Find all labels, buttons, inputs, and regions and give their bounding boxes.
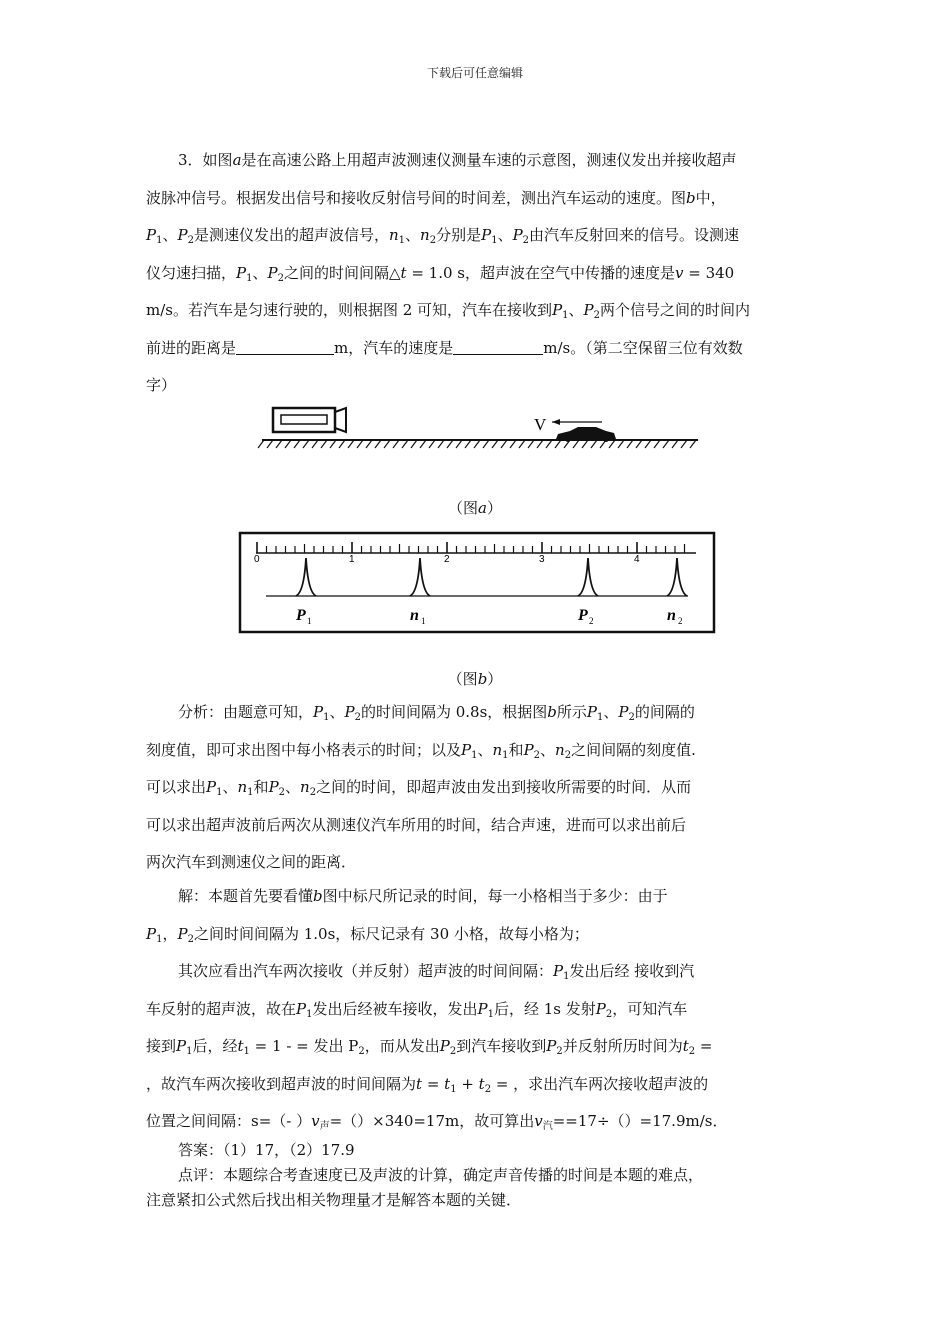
var: P bbox=[344, 703, 355, 721]
sub: 2 bbox=[628, 712, 635, 723]
text: 之间间隔的刻度值. bbox=[571, 740, 696, 759]
sub: 汽 bbox=[542, 1121, 553, 1132]
text: 、 bbox=[603, 703, 619, 721]
var: P bbox=[176, 1037, 187, 1055]
text: 如图 bbox=[202, 151, 233, 169]
sub: 2 bbox=[688, 1046, 696, 1057]
var: P bbox=[177, 924, 188, 943]
text: 由汽车反射回来的信号。设测速 bbox=[529, 226, 740, 244]
var: P bbox=[512, 226, 523, 244]
var: P bbox=[313, 703, 324, 721]
speed-gun-icon bbox=[273, 408, 346, 432]
hatch-mark bbox=[618, 440, 624, 448]
hatch-mark bbox=[609, 440, 615, 448]
hatch-mark bbox=[681, 440, 687, 448]
text: = 340 bbox=[683, 263, 735, 282]
sub: 2 bbox=[358, 1046, 365, 1057]
var: t bbox=[237, 1037, 244, 1055]
text: 并反射所历时间为 bbox=[562, 1037, 683, 1055]
sub: 2 bbox=[522, 235, 530, 246]
hatch-mark bbox=[447, 440, 453, 448]
text: （图 bbox=[447, 670, 478, 688]
text: 字） bbox=[146, 376, 177, 394]
text: 、 bbox=[568, 301, 584, 319]
var: n bbox=[388, 226, 399, 244]
sub: 2 bbox=[277, 272, 284, 284]
text: =（）×340=17m，故可算出 bbox=[329, 1112, 535, 1130]
ruler-tick-label: 1 bbox=[349, 554, 355, 565]
var: P bbox=[553, 962, 564, 980]
sub: 1 bbox=[216, 787, 223, 798]
caption-figure-b bbox=[0, 668, 950, 689]
var: t bbox=[682, 1037, 689, 1055]
text: 的间隔的 bbox=[634, 703, 695, 721]
sub: 1 bbox=[502, 749, 509, 761]
text: 可以求出超声波前后两次从测速仪汽车所用的时间，结合声速，进而可以求出前后 bbox=[146, 815, 687, 834]
text: 可以求出 bbox=[146, 778, 207, 796]
ruler-tick-label: 2 bbox=[444, 554, 450, 565]
sub: 1 bbox=[306, 1008, 313, 1020]
var: n bbox=[420, 226, 430, 244]
fig-ref: a bbox=[232, 151, 242, 169]
text: 的时间间隔为 0.8s，根据图 bbox=[360, 703, 548, 721]
text: 后，经 1s 发射 bbox=[493, 999, 596, 1018]
sub: 2 bbox=[278, 787, 286, 798]
ruler-tick-label: 3 bbox=[539, 554, 545, 565]
hatch-mark bbox=[555, 440, 561, 448]
text: b bbox=[477, 670, 488, 688]
signal-pulses bbox=[295, 558, 687, 626]
text: 波脉冲信号。根据发出信号和接收反射信号间的时间差，测出汽车运动的速度。图 bbox=[146, 188, 687, 207]
text: （图 bbox=[448, 499, 479, 517]
hatch-mark bbox=[384, 440, 390, 448]
text: ==17÷（）=17.9m/s． bbox=[552, 1112, 728, 1130]
var: n bbox=[555, 740, 565, 759]
text: + bbox=[456, 1074, 479, 1093]
var: P bbox=[552, 301, 563, 319]
sub: 1 bbox=[471, 749, 478, 761]
text: 位置之间间隔：s=（- ） bbox=[146, 1112, 312, 1130]
signal-pulse bbox=[667, 558, 687, 596]
sub: 1 bbox=[450, 1083, 457, 1095]
var: P bbox=[523, 740, 534, 759]
hatch-mark bbox=[303, 440, 309, 448]
text: 刻度值，即可求出图中每小格表示的时间；以及 bbox=[146, 740, 462, 759]
text: 所示 bbox=[556, 703, 587, 721]
hatch-mark bbox=[321, 440, 327, 448]
hatch-mark bbox=[474, 440, 480, 448]
hatch-mark bbox=[510, 440, 516, 448]
text: 仪匀速扫描， bbox=[146, 263, 237, 282]
text: 、 bbox=[162, 226, 178, 244]
hatch-mark bbox=[348, 440, 354, 448]
text: 发出后经被车接收，发出 bbox=[312, 999, 478, 1018]
hatch-mark bbox=[402, 440, 408, 448]
sub: 2 bbox=[484, 1083, 492, 1095]
caption-figure-a bbox=[0, 497, 950, 518]
var: v bbox=[534, 1112, 543, 1130]
var: P bbox=[477, 999, 488, 1018]
sub: 2 bbox=[449, 1046, 457, 1057]
text: 、 bbox=[497, 226, 513, 244]
var: P bbox=[461, 740, 472, 759]
hatch-mark bbox=[573, 440, 579, 448]
hatch-mark bbox=[627, 440, 633, 448]
var: v bbox=[311, 1112, 320, 1130]
hatch-mark bbox=[366, 440, 372, 448]
sub: 2 bbox=[354, 712, 361, 723]
text: 发出后经 接收到汽 bbox=[569, 962, 695, 980]
var: P bbox=[267, 263, 278, 282]
problem-number: 3． bbox=[178, 151, 203, 169]
text: ） bbox=[486, 499, 502, 517]
sub: 1 bbox=[247, 787, 254, 798]
text: = 1.0 s，超声波在空气中传播的速度是 bbox=[406, 263, 675, 282]
var: P bbox=[586, 703, 598, 721]
hatch-mark bbox=[492, 440, 498, 448]
hatch-mark bbox=[690, 440, 696, 448]
pulse-label-sub: 2 bbox=[589, 616, 594, 626]
sub: 1 bbox=[562, 310, 569, 321]
answer-blank-2[interactable] bbox=[453, 338, 543, 355]
text: 到汽车接收到 bbox=[456, 1037, 547, 1055]
var: n bbox=[300, 778, 310, 796]
ruler-tick-label: 4 bbox=[634, 554, 640, 565]
sub: 1 bbox=[186, 1046, 193, 1057]
hatch-mark bbox=[528, 440, 534, 448]
text: 、 bbox=[540, 740, 556, 759]
text: 其次应看出汽车两次接收（并反射）超声波的时间间隔： bbox=[178, 962, 554, 980]
text: 两个信号之间的时间内 bbox=[600, 301, 751, 319]
text: 和 bbox=[508, 740, 524, 759]
text: 分析：由题意可知， bbox=[178, 703, 314, 721]
text: m，汽车的速度是 bbox=[334, 338, 454, 357]
road-hatching bbox=[258, 440, 696, 448]
hatch-mark bbox=[276, 440, 282, 448]
text: 车反射的超声波，故在 bbox=[146, 999, 297, 1018]
hatch-mark bbox=[663, 440, 669, 448]
text: 、 bbox=[329, 703, 345, 721]
text: ） bbox=[487, 670, 503, 688]
hatch-mark bbox=[537, 440, 543, 448]
text: 、 bbox=[477, 740, 493, 759]
text: 是测速仪发出的超声波信号， bbox=[193, 226, 389, 244]
var: t bbox=[444, 1074, 451, 1093]
text: m/s。若汽车是匀速行驶的，则根据图 2 可知，汽车在接收到 bbox=[146, 301, 553, 319]
text: = 1 - = 发出 P bbox=[249, 1037, 359, 1055]
text: 、 bbox=[222, 778, 238, 796]
var: P bbox=[583, 301, 594, 319]
pulse-label: n bbox=[667, 607, 676, 624]
text: ，而从发出 bbox=[364, 1037, 440, 1055]
sub: 声 bbox=[319, 1121, 330, 1132]
solution-section bbox=[146, 878, 806, 1141]
pulse-label-sub: 1 bbox=[421, 616, 426, 626]
var: n bbox=[237, 778, 248, 796]
text: 之间的时间间隔△ bbox=[283, 263, 401, 282]
hatch-mark bbox=[519, 440, 525, 448]
hatch-mark bbox=[483, 440, 489, 448]
hatch-mark bbox=[672, 440, 678, 448]
var: P bbox=[268, 778, 279, 796]
hatch-mark bbox=[294, 440, 300, 448]
text: m/s。（第二空保留三位有效数 bbox=[543, 338, 743, 357]
ruler-tick-label: 0 bbox=[254, 554, 260, 565]
signal-pulse bbox=[410, 558, 430, 596]
answer-blank-1[interactable] bbox=[236, 338, 334, 355]
hatch-mark bbox=[312, 440, 318, 448]
hatch-mark bbox=[357, 440, 363, 448]
answer-review-section bbox=[146, 1138, 806, 1213]
var: P bbox=[439, 1037, 450, 1055]
hatch-mark bbox=[546, 440, 552, 448]
signal-pulse bbox=[578, 558, 598, 596]
var: P bbox=[595, 999, 606, 1018]
hatch-mark bbox=[456, 440, 462, 448]
var: P bbox=[206, 778, 217, 796]
hatch-mark bbox=[429, 440, 435, 448]
hatch-mark bbox=[420, 440, 426, 448]
text: 、 bbox=[285, 778, 301, 796]
text: = bbox=[422, 1074, 445, 1093]
text: 后，经 bbox=[192, 1037, 238, 1055]
hatch-mark bbox=[636, 440, 642, 448]
hatch-mark bbox=[582, 440, 588, 448]
sub: 2 bbox=[429, 235, 437, 246]
text: 中， bbox=[695, 188, 726, 207]
sub: 1 bbox=[487, 1008, 494, 1020]
hatch-mark bbox=[591, 440, 597, 448]
var: P bbox=[177, 226, 188, 244]
hatch-mark bbox=[411, 440, 417, 448]
hatch-mark bbox=[654, 440, 660, 448]
sub: 2 bbox=[533, 749, 541, 761]
pulse-label: P bbox=[296, 607, 306, 624]
text: 之间的时间，即超声波由发出到接收所需要的时间．从而 bbox=[316, 778, 692, 796]
sub: 1 bbox=[597, 712, 604, 723]
text: 两次汽车到测速仪之间的距离． bbox=[146, 853, 357, 871]
text: = ，求出汽车两次接收超声波的 bbox=[491, 1074, 709, 1093]
sub: 1 bbox=[491, 235, 498, 246]
text: ，可知汽车 bbox=[612, 999, 688, 1018]
text: 和 bbox=[253, 778, 269, 796]
hatch-mark bbox=[339, 440, 345, 448]
var: P bbox=[618, 703, 629, 721]
page-header: 下载后可任意编辑 bbox=[426, 66, 523, 80]
text: = bbox=[695, 1037, 713, 1055]
var: n bbox=[492, 740, 503, 759]
var: t bbox=[416, 1074, 423, 1093]
review-text: 点评：本题综合考查速度已及声波的计算，确定声音传播的时间是本题的难点， bbox=[178, 1166, 704, 1184]
sub: 2 bbox=[556, 1046, 563, 1057]
hatch-mark bbox=[375, 440, 381, 448]
text: ，故汽车两次接收到超声波的时间间隔为 bbox=[146, 1074, 417, 1093]
text: 、 bbox=[405, 226, 421, 244]
pulse-label: P bbox=[578, 607, 588, 624]
var: P bbox=[481, 226, 492, 244]
var: t bbox=[400, 263, 407, 282]
var: P bbox=[236, 263, 247, 282]
sub: 2 bbox=[187, 235, 194, 246]
hatch-mark bbox=[645, 440, 651, 448]
hatch-mark bbox=[465, 440, 471, 448]
fig-ref: b bbox=[313, 887, 323, 905]
text: 解：本题首先要看懂 bbox=[178, 887, 314, 905]
velocity-label: V bbox=[534, 415, 547, 434]
text: ， bbox=[162, 924, 178, 943]
text: a bbox=[478, 499, 487, 517]
hatch-mark bbox=[393, 440, 399, 448]
hatch-mark bbox=[285, 440, 291, 448]
sub: 2 bbox=[605, 1008, 613, 1020]
var: t bbox=[478, 1074, 485, 1093]
sub: 2 bbox=[187, 933, 194, 945]
text: 前进的距离是 bbox=[146, 338, 237, 357]
figure-a bbox=[240, 400, 710, 460]
pulse-label-sub: 2 bbox=[678, 616, 683, 626]
text: 是在高速公路上用超声波测速仪测量车速的示意图，测速仪发出并接收超声 bbox=[241, 151, 737, 169]
fig-ref: b bbox=[686, 188, 696, 207]
sub: 2 bbox=[593, 310, 601, 321]
sub: 1 bbox=[243, 1046, 250, 1057]
sub: 1 bbox=[323, 712, 330, 723]
pulse-label: n bbox=[410, 607, 419, 624]
hatch-mark bbox=[330, 440, 336, 448]
text: 、 bbox=[252, 263, 268, 282]
var: P bbox=[546, 1037, 557, 1055]
text: 之间时间间隔为 1.0s，标尺记录有 30 小格，故每小格为； bbox=[193, 924, 589, 943]
var: v bbox=[674, 263, 684, 282]
sub: 1 bbox=[563, 971, 570, 982]
var: P bbox=[296, 999, 307, 1018]
var: P bbox=[146, 924, 157, 943]
text: 分别是 bbox=[436, 226, 482, 244]
sub: 1 bbox=[398, 235, 406, 246]
answer-text: 答案：（1）17，（2）17.9 bbox=[178, 1141, 355, 1159]
hatch-mark bbox=[438, 440, 444, 448]
hatch-mark bbox=[267, 440, 273, 448]
signal-pulse bbox=[296, 558, 316, 596]
sub: 2 bbox=[564, 749, 572, 761]
sub: 1 bbox=[156, 235, 163, 246]
hatch-mark bbox=[258, 440, 264, 448]
analysis-section bbox=[146, 694, 806, 882]
text: 接到 bbox=[146, 1037, 177, 1055]
review-text: 注意紧扣公式然后找出相关物理量才是解答本题的关键． bbox=[146, 1191, 522, 1209]
figure-b bbox=[236, 530, 718, 636]
text: 图中标尺所记录的时间，每一小格相当于多少：由于 bbox=[322, 887, 668, 905]
sub: 2 bbox=[309, 787, 317, 798]
pulse-label-sub: 1 bbox=[307, 616, 312, 626]
problem-statement bbox=[146, 142, 806, 405]
sub: 1 bbox=[156, 933, 163, 945]
hatch-mark bbox=[501, 440, 507, 448]
fig-ref: b bbox=[547, 703, 557, 721]
var: P bbox=[146, 226, 157, 244]
sub: 1 bbox=[246, 272, 253, 284]
arrow-head-icon bbox=[552, 419, 560, 425]
